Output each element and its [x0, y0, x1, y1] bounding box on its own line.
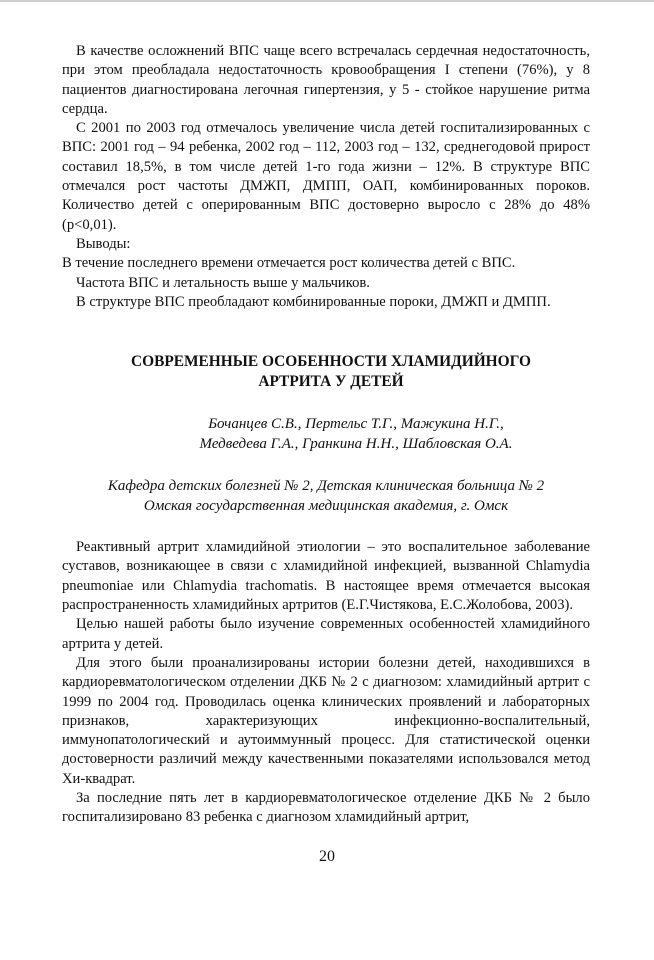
- page-top-edge: [0, 0, 654, 2]
- affiliation-line-1: Кафедра детских болезней № 2, Детская клиническая больница № 2: [107, 478, 545, 495]
- paragraph-results: За последние пять лет в кардиоревматологическое отделение ДКБ № 2 было госпитализировано 83 ребенка с диагнозом хламидийный артрит,: [62, 790, 590, 826]
- conclusion-1: В течение последнего времени отмечается рост количества детей с ВПС.: [62, 255, 516, 272]
- paragraph-hospitalization-stats: С 2001 по 2003 год отмечалось увеличение числа детей госпитализированных с ВПС: 2001 год – 94 ребенка, 2002 год – 112, 2003 год – 132, среднегодовой прирост составил 18,5%, в том числе детей 1-го года жизни – 12%. В структуре ВПС отмечался рост частоты ДМЖП, ДМПП, ОАП, комбинированных пороков. Количество детей с оперированным ВПС достоверно выросло с 28% до 48% (p<0,01).: [62, 120, 590, 233]
- conclusion-3: В структуре ВПС преобладают комбинированные пороки, ДМЖП и ДМПП.: [76, 293, 551, 310]
- page-content: [62, 42, 590, 828]
- paragraph-aim: Целью нашей работы было изучение современных особенностей хламидийного артрита у детей.: [62, 616, 590, 652]
- paragraph-intro: Реактивный артрит хламидийной этиологии – это воспалительное заболевание суставов, возникающее в связи с хламидийной инфекцией, вызванной Chlamydia pneumoniae или Chlamydia trachomatis. В настоящее время отмечается высокая распространенность хламидийных артритов (Е.Г.Чистякова, Е.С.Жолобова, 2003).: [62, 539, 590, 614]
- article-title-line-1: СОВРЕМЕННЫЕ ОСОБЕННОСТИ ХЛАМИДИЙНОГО: [130, 353, 531, 371]
- conclusions-heading: Выводы:: [76, 235, 131, 252]
- affiliation-line-2: Омская государственная медицинская академия, г. Омск: [143, 498, 509, 515]
- authors-line-2: Медведева Г.А., Гранкина Н.Н., Шабловская О.А.: [199, 436, 513, 453]
- conclusion-2: Частота ВПС и летальность выше у мальчиков.: [76, 274, 370, 291]
- page-number: 20: [319, 848, 335, 865]
- paragraph-methods: Для этого были проанализированы истории болезни детей, находившихся в кардиоревматологическом отделении ДКБ № 2 с диагнозом: хламидийный артрит с 1999 по 2004 год. Проводилась оценка клинических проявлений и лабораторных признаков, характеризующих инфекционно-воспалительный, иммунопатологический и аутоиммунный процесс. Для статистической оценки достоверности различий между качественными показателями использовался метод Хи-квадрат.: [62, 654, 590, 787]
- article-title-line-2: АРТРИТА У ДЕТЕЙ: [258, 373, 404, 391]
- authors-line-1: Бочанцев С.В., Пертельс Т.Г., Мажукина Н.Г.,: [208, 416, 504, 433]
- paragraph-complications: В качестве осложнений ВПС чаще всего встречалась сердечная недостаточность, при этом преобладала недостаточность кровообращения I степени (76%), у 8 пациентов диагностирована легочная гипертензия, у 5 - стойкое нарушение ритма сердца.: [62, 43, 590, 117]
